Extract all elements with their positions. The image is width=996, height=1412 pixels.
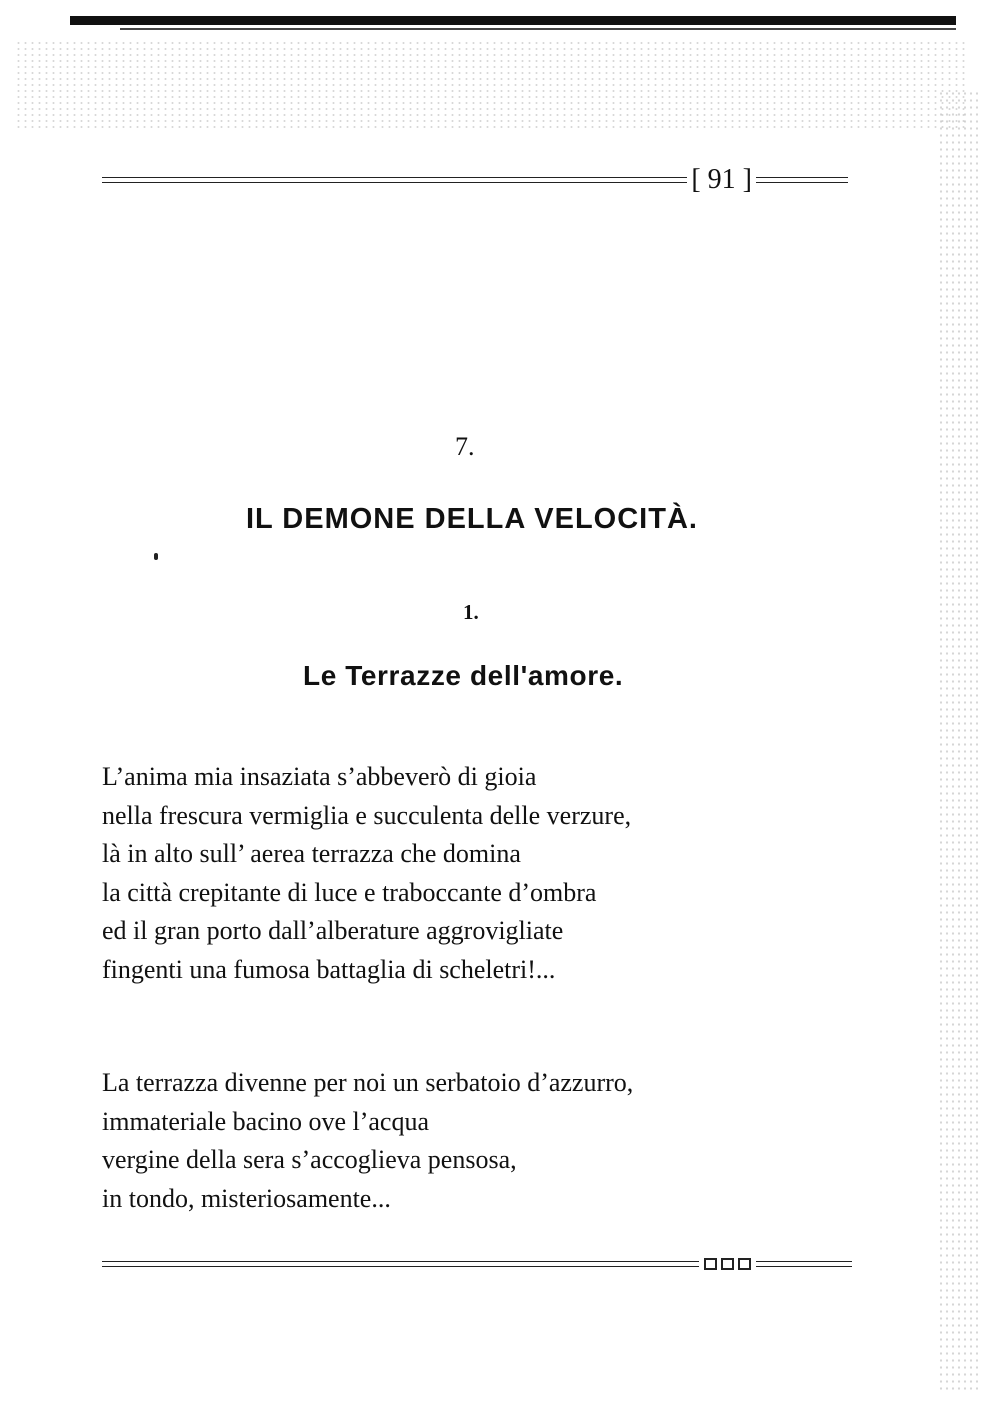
header-rule-left: [102, 177, 687, 183]
verse-line: ed il gran porto dall’alberature aggrovigliate: [102, 916, 564, 945]
top-scan-bar: [70, 16, 956, 25]
page-footer: [102, 1258, 852, 1270]
ornament-square: [738, 1258, 751, 1270]
page-number: [ 91 ]: [691, 164, 752, 195]
scan-noise-top: [15, 40, 965, 130]
page-header: [102, 166, 848, 194]
ornament-square: [721, 1258, 734, 1270]
chapter-number: 7.: [455, 432, 475, 461]
verse-line: La terrazza divenne per noi un serbatoio d’azzurro,: [102, 1068, 634, 1097]
ornament-square: [704, 1258, 717, 1270]
scan-noise-right: [938, 90, 978, 1390]
footer-ornament: [699, 1258, 756, 1270]
verse-line: la città crepitante di luce e traboccante d’ombra: [102, 877, 597, 907]
section-title: Le Terrazze dell'amore.: [303, 660, 624, 691]
footer-rule-left: [102, 1261, 699, 1267]
poem-stanza-2: [102, 1064, 633, 1218]
ink-speck: [154, 553, 158, 560]
verse-line: fingenti una fumosa battaglia di scheletri!...: [102, 954, 556, 984]
verse-line: vergine della sera s’accoglieva pensosa,: [102, 1145, 517, 1174]
header-rule-right: [756, 177, 848, 183]
section-number: 1.: [463, 600, 479, 624]
verse-line: là in alto sull’ aerea terrazza che domina: [102, 839, 521, 868]
footer-rule-right: [756, 1261, 852, 1267]
poem-stanza-1: [102, 758, 631, 989]
chapter-title: IL DEMONE DELLA VELOCITÀ.: [246, 503, 698, 535]
top-scan-line: [120, 28, 956, 30]
verse-line: in tondo, misteriosamente...: [102, 1183, 391, 1213]
verse-line: nella frescura vermiglia e succulenta delle verzure,: [102, 800, 632, 830]
verse-line: immateriale bacino ove l’acqua: [102, 1106, 430, 1136]
verse-line: L’anima mia insaziata s’abbeverò di gioia: [102, 762, 537, 791]
